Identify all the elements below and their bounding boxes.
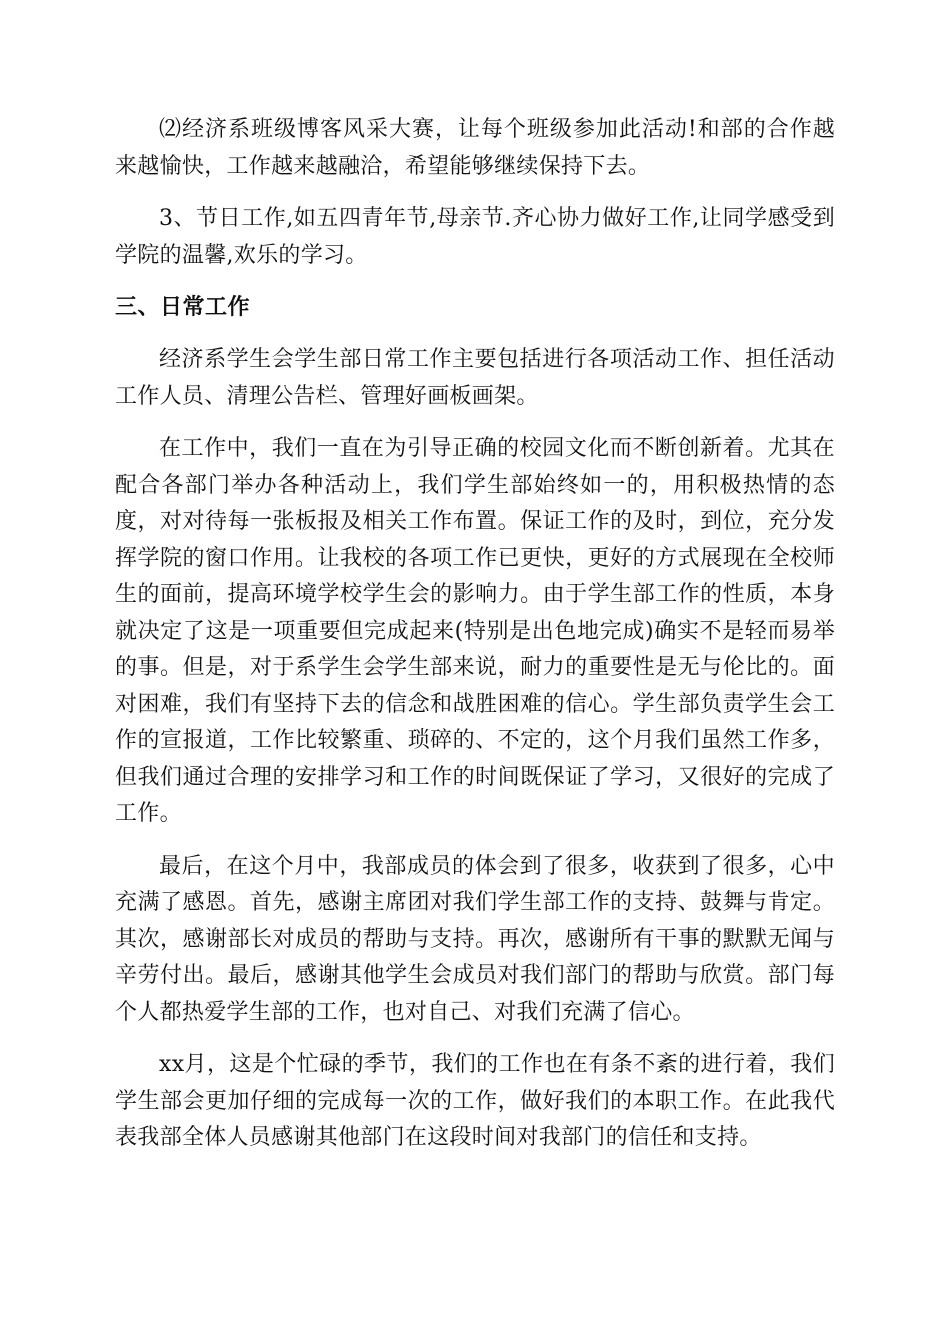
paragraph-blog-contest: ⑵经济系班级博客风采大赛，让每个班级参加此活动!和部的合作越来越愉快，工作越来越融洽，希望能够继续保持下去。: [115, 117, 835, 179]
paragraph-work-details: 在工作中，我们一直在为引导正确的校园文化而不断创新着。尤其在配合各部门举办各种活动上，我们学生部始终如一的，用积极热情的态度，对对待每一张板报及相关工作布置。保证工作的及时，到位，充分发挥学院的窗口作用。让我校的各项工作已更快，更好的方式展现在全校师生的面前，提高环境学校学生会的影响力。由于学生部工作的性质，本身就决定了这是一项重要但完成起来(特别是出色地完成)确实不是轻而易举的事。但是，对于系学生会学生部来说，耐力的重要性是无与伦比的。面对困难，我们有坚持下去的信念和战胜困难的信心。学生部负责学生会工作的宣报道，工作比较繁重、琐碎的、不定的，这个月我们虽然工作多，但我们通过合理的安排学习和工作的时间既保证了学习，又很好的完成了工作。: [115, 436, 835, 826]
paragraph-closing: xx月，这是个忙碌的季节，我们的工作也在有条不紊的进行着，我们学生部会更加仔细的完成每一次的工作，做好我们的本职工作。在此我代表我部全体人员感谢其他部门在这段时间对我部门的信任和支持。: [115, 1052, 835, 1150]
section-heading-daily-work: 三、日常工作: [115, 295, 251, 320]
document-page: [115, 112, 835, 1157]
paragraph-daily-work-scope: 经济系学生会学生部日常工作主要包括进行各项活动工作、担任活动工作人员、清理公告栏、管理好画板画架。: [115, 347, 835, 409]
paragraph-gratitude: 最后，在这个月中，我部成员的体会到了很多，收获到了很多，心中充满了感恩。首先，感谢主席团对我们学生部工作的支持、鼓舞与肯定。其次，感谢部长对成员的帮助与支持。再次，感谢所有干事的默默无闻与辛劳付出。最后，感谢其他学生会成员对我们部门的帮助与欣赏。部门每个人都热爱学生部的工作，也对自己、对我们充满了信心。: [115, 853, 835, 1025]
paragraph-holiday-work: 3、节日工作,如五四青年节,母亲节.齐心协力做好工作,让同学感受到学院的温馨,欢乐的学习。: [115, 206, 835, 268]
